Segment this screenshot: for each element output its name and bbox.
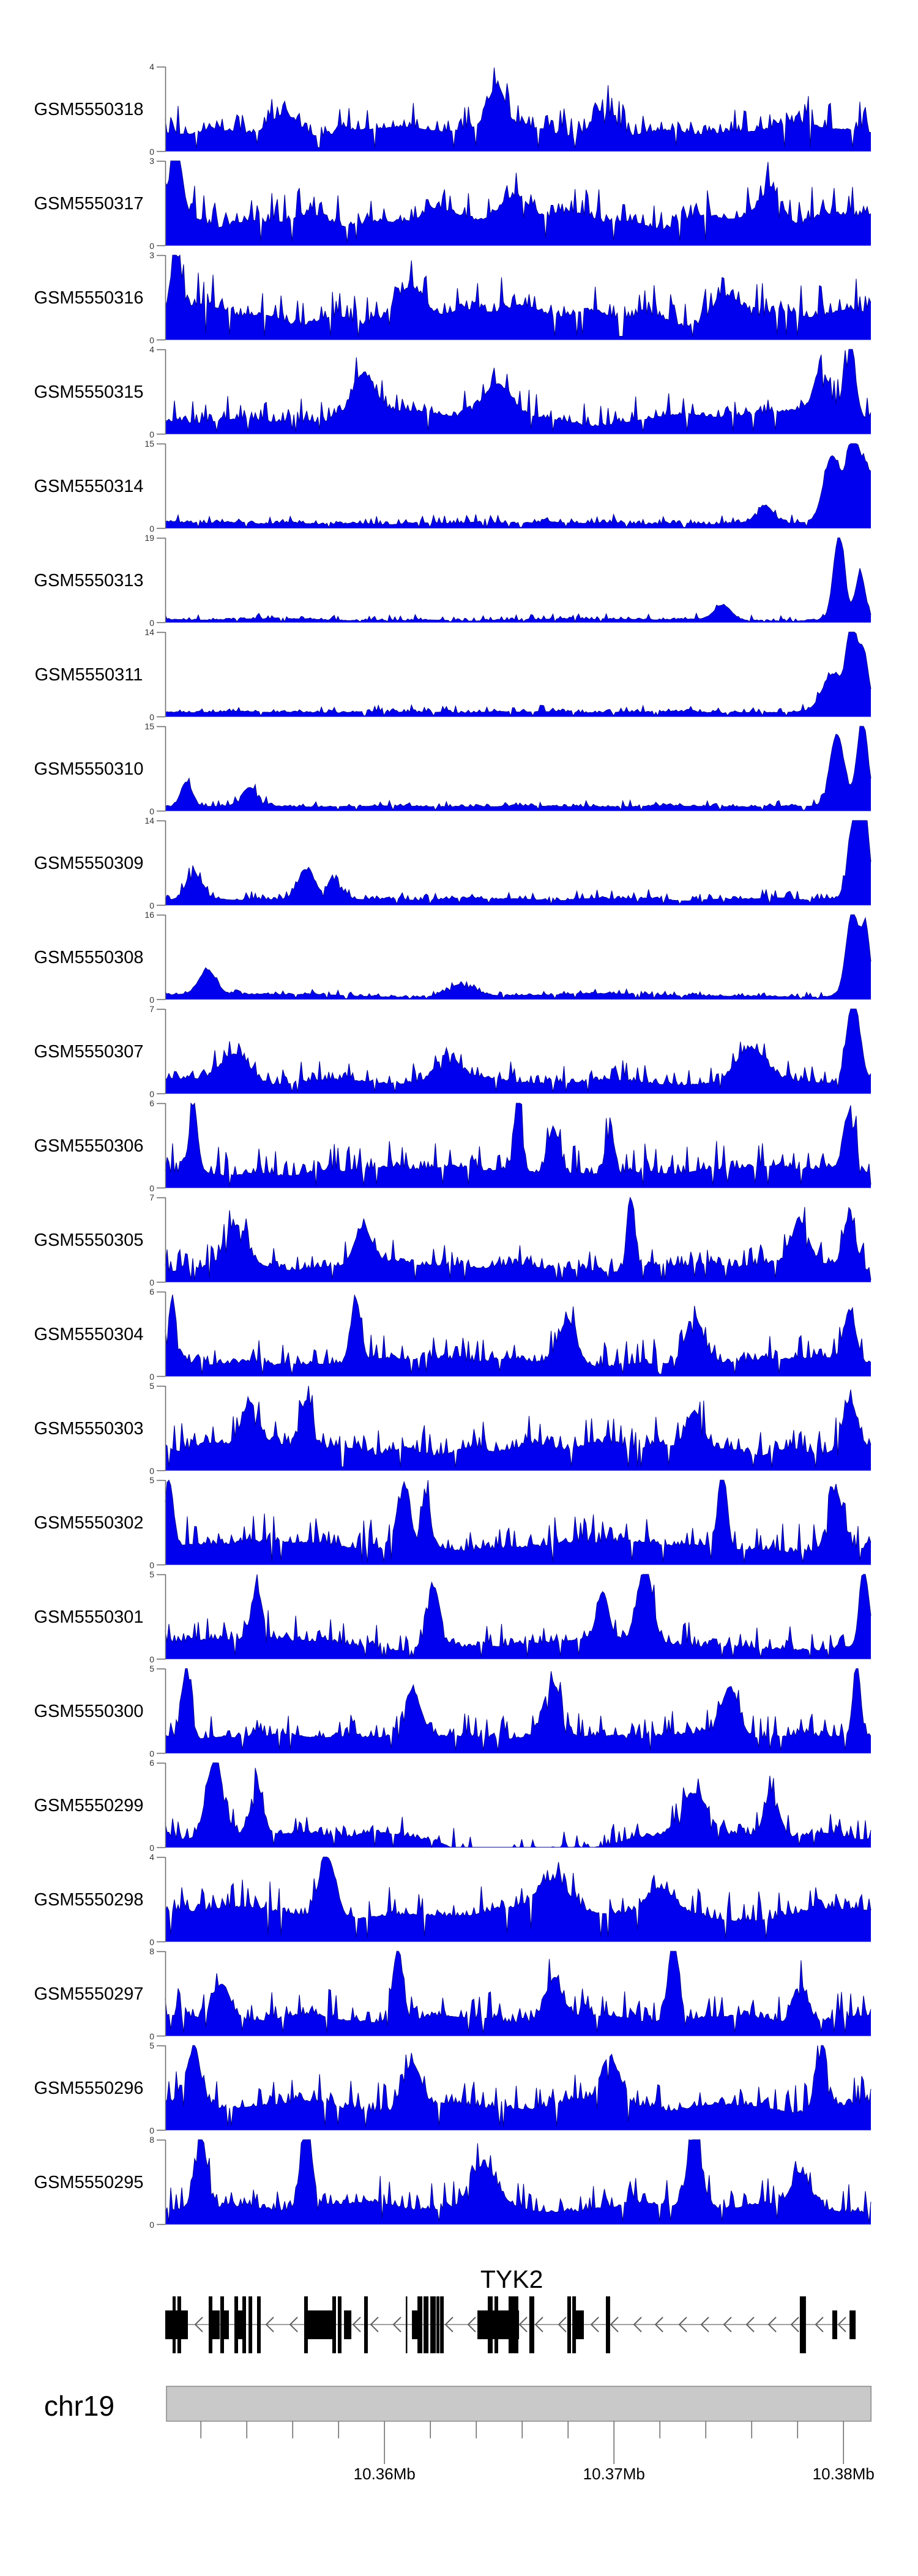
- y-axis-zero-label: 0: [149, 618, 154, 628]
- y-axis-max-label: 5: [149, 1381, 154, 1391]
- coverage-area-plot: [157, 1480, 871, 1566]
- coverage-area-plot: [157, 66, 871, 152]
- gene-name-label: TYK2: [480, 2265, 543, 2293]
- y-axis-max-label: 5: [149, 1664, 154, 1673]
- exon-box: [344, 2310, 351, 2339]
- y-axis-max-label: 4: [149, 344, 154, 354]
- coverage-area-plot: [157, 631, 871, 718]
- exon-box: [440, 2296, 444, 2353]
- y-axis-max-label: 6: [149, 1098, 154, 1108]
- y-axis-zero-label: 0: [149, 335, 154, 345]
- exon-box: [248, 2296, 252, 2353]
- coverage-area-plot: [157, 1008, 871, 1095]
- coverage-area-plot: [157, 2045, 871, 2131]
- track-name-label: GSM5550298: [34, 1889, 144, 1910]
- exon-box: [575, 2310, 584, 2339]
- y-axis-max-label: 6: [149, 1758, 154, 1768]
- exon-box: [529, 2296, 534, 2353]
- track-name-label: GSM5550295: [34, 2172, 144, 2192]
- exon-box: [406, 2296, 407, 2353]
- track-name-label: GSM5550296: [34, 2078, 144, 2098]
- exon-box: [606, 2296, 610, 2353]
- axis-tick-label: 10.38Mb: [812, 2465, 875, 2483]
- y-axis-max-label: 3: [149, 250, 154, 260]
- track-name-label: GSM5550305: [34, 1230, 144, 1250]
- exon-box: [177, 2296, 181, 2353]
- exon-box: [849, 2310, 856, 2339]
- y-axis-zero-label: 0: [149, 1466, 154, 1476]
- y-axis-max-label: 3: [149, 156, 154, 166]
- track-name-label: GSM5550300: [34, 1701, 144, 1721]
- coverage-area-plot: [157, 1291, 871, 1377]
- y-axis-zero-label: 0: [149, 1655, 154, 1664]
- coverage-area-plot: [157, 443, 871, 529]
- track-name-label: GSM5550297: [34, 1984, 144, 2004]
- coverage-area-plot: [157, 1197, 871, 1283]
- y-axis-max-label: 6: [149, 1287, 154, 1297]
- y-axis-max-label: 8: [149, 1946, 154, 1956]
- y-axis-max-label: 7: [149, 1004, 154, 1014]
- y-axis-zero-label: 0: [149, 806, 154, 816]
- y-axis-zero-label: 0: [149, 147, 154, 157]
- y-axis-zero-label: 0: [149, 1089, 154, 1099]
- exon-box: [304, 2310, 334, 2339]
- y-axis-max-label: 16: [144, 910, 154, 920]
- axis-tick-label: 10.37Mb: [583, 2465, 645, 2483]
- axis-tick-label: 10.36Mb: [353, 2465, 416, 2483]
- y-axis-max-label: 14: [144, 627, 154, 637]
- exon-box: [364, 2296, 368, 2353]
- exon-box: [509, 2296, 518, 2353]
- coverage-area-plot: [157, 1951, 871, 2037]
- track-name-label: GSM5550306: [34, 1136, 144, 1156]
- exon-box: [220, 2296, 224, 2353]
- y-axis-zero-label: 0: [149, 1560, 154, 1570]
- track-name-label: GSM5550315: [34, 382, 144, 402]
- track-name-label: GSM5550313: [34, 570, 144, 590]
- track-name-label: GSM5550308: [34, 947, 144, 967]
- exon-box: [211, 2310, 220, 2339]
- y-axis-zero-label: 0: [149, 2220, 154, 2230]
- coverage-area-plot: [157, 914, 871, 1000]
- track-name-label: GSM5550299: [34, 1795, 144, 1815]
- track-name-label: GSM5550303: [34, 1418, 144, 1439]
- track-name-label: GSM5550316: [34, 288, 144, 308]
- coverage-area-plot: [157, 1103, 871, 1189]
- y-axis-max-label: 5: [149, 1475, 154, 1485]
- track-name-label: GSM5550314: [34, 476, 144, 496]
- track-name-label: GSM5550301: [34, 1607, 144, 1627]
- y-axis-max-label: 7: [149, 1193, 154, 1202]
- y-axis-max-label: 15: [144, 721, 154, 731]
- y-axis-max-label: 8: [149, 2135, 154, 2145]
- coverage-area-plot: [157, 1668, 871, 1754]
- coverage-area-plot: [157, 2139, 871, 2225]
- chromosome-name-label: chr19: [44, 2390, 115, 2422]
- coverage-area-plot: [157, 820, 871, 906]
- exon-box: [436, 2296, 439, 2353]
- exon-box: [224, 2310, 229, 2339]
- y-axis-max-label: 5: [149, 2041, 154, 2050]
- y-axis-max-label: 19: [144, 533, 154, 543]
- y-axis-zero-label: 0: [149, 1937, 154, 1947]
- chromosome-axis-svg: [0, 2380, 918, 2503]
- exon-box: [424, 2296, 428, 2353]
- y-axis-zero-label: 0: [149, 241, 154, 251]
- y-axis-zero-label: 0: [149, 1843, 154, 1853]
- exon-box: [488, 2296, 493, 2353]
- y-axis-zero-label: 0: [149, 901, 154, 910]
- y-axis-zero-label: 0: [149, 995, 154, 1005]
- y-axis-zero-label: 0: [149, 712, 154, 722]
- exon-box: [567, 2296, 571, 2353]
- exon-box: [430, 2296, 436, 2353]
- track-name-label: GSM5550318: [34, 99, 144, 119]
- track-name-label: GSM5550307: [34, 1041, 144, 1062]
- y-axis-zero-label: 0: [149, 2031, 154, 2041]
- y-axis-zero-label: 0: [149, 1372, 154, 1382]
- y-axis-zero-label: 0: [149, 1278, 154, 1287]
- exon-box: [494, 2296, 498, 2353]
- track-name-label: GSM5550310: [34, 759, 144, 779]
- exon-box: [800, 2296, 806, 2353]
- exon-box: [417, 2296, 422, 2353]
- track-name-label: GSM5550317: [34, 193, 144, 214]
- y-axis-max-label: 4: [149, 62, 154, 72]
- coverage-area-plot: [157, 160, 871, 247]
- y-axis-zero-label: 0: [149, 1749, 154, 1759]
- exon-box: [332, 2296, 336, 2353]
- y-axis-zero-label: 0: [149, 1183, 154, 1193]
- exon-box: [165, 2310, 188, 2339]
- exon-box: [242, 2296, 246, 2353]
- y-axis-max-label: 15: [144, 439, 154, 449]
- track-name-label: GSM5550309: [34, 853, 144, 873]
- exon-box: [832, 2310, 837, 2339]
- exon-box: [338, 2296, 341, 2353]
- coverage-area-plot: [157, 1856, 871, 1943]
- track-name-label: GSM5550302: [34, 1513, 144, 1533]
- y-axis-max-label: 4: [149, 1852, 154, 1862]
- y-axis-zero-label: 0: [149, 2126, 154, 2135]
- coverage-area-plot: [157, 255, 871, 341]
- coverage-area-plot: [157, 726, 871, 812]
- coverage-area-plot: [157, 1762, 871, 1848]
- coverage-area-plot: [157, 1574, 871, 1660]
- track-name-label: GSM5550304: [34, 1324, 144, 1344]
- y-axis-zero-label: 0: [149, 524, 154, 534]
- coverage-area-plot: [157, 537, 871, 624]
- exon-box: [257, 2296, 261, 2353]
- chromosome-bar: [166, 2386, 871, 2421]
- coverage-area-plot: [157, 1385, 871, 1472]
- coverage-area-plot: [157, 349, 871, 435]
- exon-box: [173, 2296, 176, 2353]
- y-axis-max-label: 14: [144, 816, 154, 825]
- exon-box: [304, 2296, 308, 2353]
- track-name-label: GSM5550311: [34, 664, 143, 685]
- y-axis-zero-label: 0: [149, 430, 154, 439]
- y-axis-max-label: 5: [149, 1569, 154, 1579]
